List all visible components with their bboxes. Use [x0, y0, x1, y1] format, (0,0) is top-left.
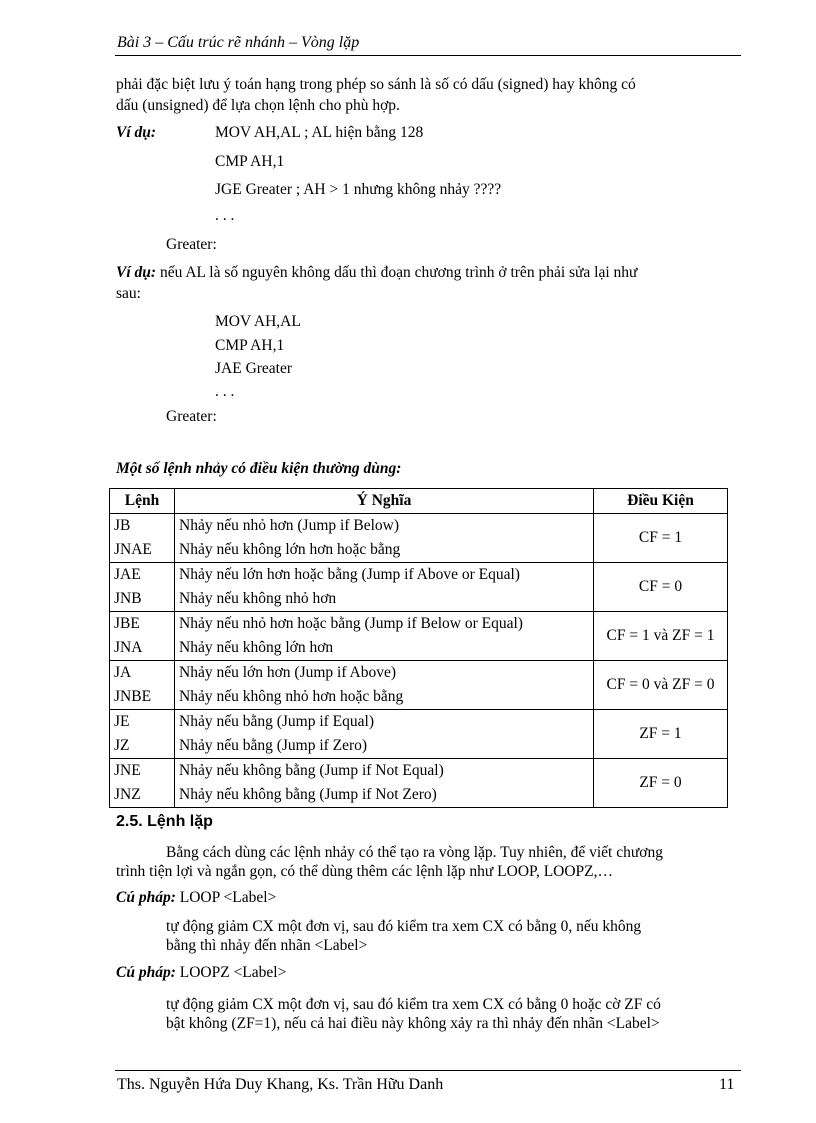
table-row [110, 661, 728, 710]
table-row [110, 759, 728, 808]
example1-target-label: Greater: [166, 236, 217, 253]
example1-code-line: CMP AH,1 [215, 153, 285, 170]
example2-code-ellipsis: . . . [215, 383, 235, 400]
example1-code-line: JGE Greater ; AH > 1 nhưng không nhảy ???? [215, 181, 502, 198]
syntax2-line [116, 964, 286, 982]
example2-label: Ví dụ: [116, 264, 157, 281]
command-cell: JE [114, 713, 130, 730]
command-cell: JB [114, 517, 131, 534]
meaning-cell: Nhảy nếu bằng (Jump if Zero) [179, 737, 368, 754]
command-cell: JZ [114, 737, 130, 754]
footer-divider [115, 1070, 741, 1071]
command-cell: JNA [114, 639, 143, 656]
syntax1-line [116, 889, 276, 907]
syntax2-label: Cú pháp: [116, 964, 176, 981]
table-row [110, 612, 728, 661]
col-header-meaning: Ý Nghĩa [175, 489, 594, 514]
meaning-cell: Nhảy nếu không lớn hơn hoặc bằng [179, 541, 401, 558]
page-header-title: Bài 3 – Cấu trúc rẽ nhánh – Vòng lặp [117, 34, 360, 51]
page-number: 11 [719, 1076, 735, 1093]
command-cell: JAE [114, 566, 141, 583]
condition-cell: CF = 0 và ZF = 0 [594, 661, 728, 710]
syntax1-desc-line-2: bằng thì nhảy đến nhãn <Label> [166, 937, 368, 954]
intro-line-1: phải đặc biệt lưu ý toán hạng trong phép so sánh là số có dấu (signed) hay không có [116, 76, 636, 93]
example1-label: Ví dụ: [116, 124, 157, 141]
syntax2-desc-line-1: tự động giảm CX một đơn vị, sau đó kiểm tra xem CX có bằng 0 hoặc cờ ZF có [166, 996, 661, 1013]
table-header-row [110, 489, 728, 514]
meaning-cell: Nhảy nếu bằng (Jump if Equal) [179, 713, 374, 730]
meaning-cell: Nhảy nếu không nhỏ hơn hoặc bằng [179, 688, 404, 705]
command-cell: JNBE [114, 688, 152, 705]
condition-cell: CF = 1 [594, 514, 728, 563]
command-cell: JNE [114, 762, 141, 779]
intro-line-2: dấu (unsigned) để lựa chọn lệnh cho phù hợp. [116, 97, 400, 114]
example2-line-2: sau: [116, 285, 141, 302]
syntax1-desc-line-1: tự động giảm CX một đơn vị, sau đó kiểm tra xem CX có bằng 0, nếu không [166, 918, 642, 935]
table-title: Một số lệnh nhảy có điều kiện thường dùng: [116, 460, 402, 477]
example2-code-line: MOV AH,AL [215, 313, 301, 330]
jump-instructions-table [109, 488, 728, 808]
section-para-line-2: trình tiện lợi và ngắn gọn, có thể dùng thêm các lệnh lặp như LOOP, LOOPZ,… [116, 863, 614, 880]
example1-code-line: MOV AH,AL ; AL hiện bằng 128 [215, 124, 424, 141]
section-heading: 2.5. Lệnh lặp [116, 813, 213, 830]
condition-cell: ZF = 0 [594, 759, 728, 808]
table-row [110, 710, 728, 759]
meaning-cell: Nhảy nếu không bằng (Jump if Not Equal) [179, 762, 444, 779]
syntax1-code: LOOP <Label> [179, 889, 277, 906]
meaning-cell: Nhảy nếu không nhỏ hơn [179, 590, 337, 607]
command-cell: JA [114, 664, 132, 681]
header-divider [115, 55, 741, 56]
meaning-cell: Nhảy nếu lớn hơn (Jump if Above) [179, 664, 396, 681]
meaning-cell: Nhảy nếu không lớn hơn [179, 639, 334, 656]
syntax1-label: Cú pháp: [116, 889, 176, 906]
meaning-cell: Nhảy nếu nhỏ hơn hoặc bằng (Jump if Below or Equal) [179, 615, 523, 632]
table-row [110, 514, 728, 563]
syntax2-desc-line-2: bật không (ZF=1), nếu cả hai điều này không xảy ra thì nhảy đến nhãn <Label> [166, 1015, 660, 1032]
col-header-condition: Điều Kiện [594, 489, 728, 514]
meaning-cell: Nhảy nếu không bằng (Jump if Not Zero) [179, 786, 437, 803]
example2-line-1 [116, 264, 740, 282]
col-header-command: Lệnh [110, 489, 175, 514]
condition-cell: CF = 0 [594, 563, 728, 612]
command-cell: JNAE [114, 541, 152, 558]
syntax2-code: LOOPZ <Label> [179, 964, 287, 981]
example2-text: nếu AL là số nguyên không dấu thì đoạn chương trình ở trên phải sửa lại như [159, 264, 638, 281]
command-cell: JNB [114, 590, 142, 607]
example1-code-ellipsis: . . . [215, 207, 235, 224]
command-cell: JNZ [114, 786, 141, 803]
example2-target-label: Greater: [166, 408, 217, 425]
meaning-cell: Nhảy nếu nhỏ hơn (Jump if Below) [179, 517, 399, 534]
section-para-line-1: Bằng cách dùng các lệnh nhảy có thể tạo ra vòng lặp. Tuy nhiên, để viết chương [166, 844, 663, 861]
table-row [110, 563, 728, 612]
example2-code-line: JAE Greater [215, 360, 293, 377]
condition-cell: CF = 1 và ZF = 1 [594, 612, 728, 661]
example2-code-line: CMP AH,1 [215, 337, 285, 354]
command-cell: JBE [114, 615, 140, 632]
footer-authors: Ths. Nguyễn Hứa Duy Khang, Ks. Trần Hữu Danh [117, 1076, 444, 1093]
meaning-cell: Nhảy nếu lớn hơn hoặc bằng (Jump if Above or Equal) [179, 566, 520, 583]
condition-cell: ZF = 1 [594, 710, 728, 759]
